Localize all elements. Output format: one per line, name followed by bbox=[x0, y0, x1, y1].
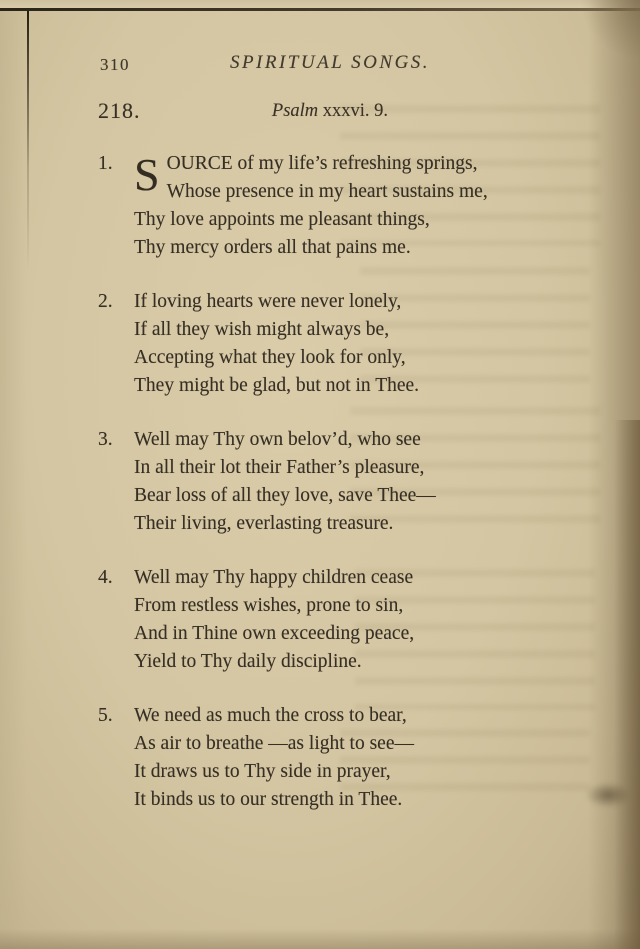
verse-line: Bear loss of all they love, save Thee— bbox=[134, 485, 436, 506]
hymn-scripture-reference bbox=[96, 98, 564, 122]
verse-line: If loving hearts were never lonely, bbox=[134, 291, 402, 312]
verse-body bbox=[134, 288, 564, 400]
verse-1 bbox=[96, 150, 564, 262]
verse-line: From restless wishes, prone to sin, bbox=[134, 595, 404, 616]
page-left-border-line bbox=[27, 11, 29, 271]
hymn-number: 218. bbox=[98, 98, 141, 123]
verse-line: As air to breathe —as light to see— bbox=[134, 733, 414, 754]
verse-line: Yield to Thy daily discipline. bbox=[134, 651, 362, 672]
page-content bbox=[96, 0, 564, 840]
verse-line: In all their lot their Father’s pleasure, bbox=[134, 457, 425, 478]
verse-line: Thy love appoints me pleasant things, bbox=[134, 209, 430, 230]
page-left-edge bbox=[0, 11, 27, 949]
verse-body bbox=[134, 702, 564, 814]
verse-line: And in Thine own exceeding peace, bbox=[134, 623, 415, 644]
verse-body bbox=[134, 150, 564, 262]
verse-number: 3. bbox=[98, 429, 113, 450]
running-header bbox=[96, 52, 564, 82]
verse-5 bbox=[96, 702, 564, 814]
reference-verse: xxxvi. 9. bbox=[322, 101, 389, 121]
verse-3 bbox=[96, 426, 564, 538]
verse-body bbox=[134, 564, 564, 676]
verse-line: Well may Thy happy children cease bbox=[134, 567, 414, 588]
verse-line: Accepting what they look for only, bbox=[134, 347, 406, 368]
page-bottom-shadow bbox=[0, 929, 640, 949]
page-corner-shade bbox=[580, 0, 640, 60]
running-title: SPIRITUAL SONGS. bbox=[229, 52, 431, 73]
verse-line: Well may Thy own belov’d, who see bbox=[134, 429, 421, 450]
verse-line: Thy mercy orders all that pains me. bbox=[134, 237, 411, 258]
verse-number: 1. bbox=[98, 153, 113, 174]
hymn-heading bbox=[96, 98, 564, 130]
ink-blotch bbox=[585, 782, 631, 808]
verse-line: We need as much the cross to bear, bbox=[134, 705, 407, 726]
verse-line: OURCE of my life’s refreshing springs, bbox=[166, 153, 478, 174]
verse-body bbox=[134, 426, 564, 538]
verse-line: They might be glad, but not in Thee. bbox=[134, 375, 420, 396]
verse-2 bbox=[96, 288, 564, 400]
verse-line: If all they wish might always be, bbox=[134, 319, 390, 340]
page-right-deep-shadow bbox=[614, 420, 640, 949]
verse-line: It binds us to our strength in Thee. bbox=[134, 789, 403, 810]
verse-line: Whose presence in my heart sustains me, bbox=[166, 181, 488, 202]
reference-book: Psalm bbox=[271, 101, 319, 121]
verse-number: 5. bbox=[98, 705, 113, 726]
verse-line: It draws us to Thy side in prayer, bbox=[134, 761, 391, 782]
verse-line: Their living, everlasting treasure. bbox=[134, 513, 394, 534]
verse-4 bbox=[96, 564, 564, 676]
page-number: 310 bbox=[100, 55, 130, 74]
hymn-verses bbox=[96, 150, 564, 814]
drop-cap-initial: S bbox=[134, 149, 160, 200]
verse-number: 4. bbox=[98, 567, 113, 588]
verse-number: 2. bbox=[98, 291, 113, 312]
